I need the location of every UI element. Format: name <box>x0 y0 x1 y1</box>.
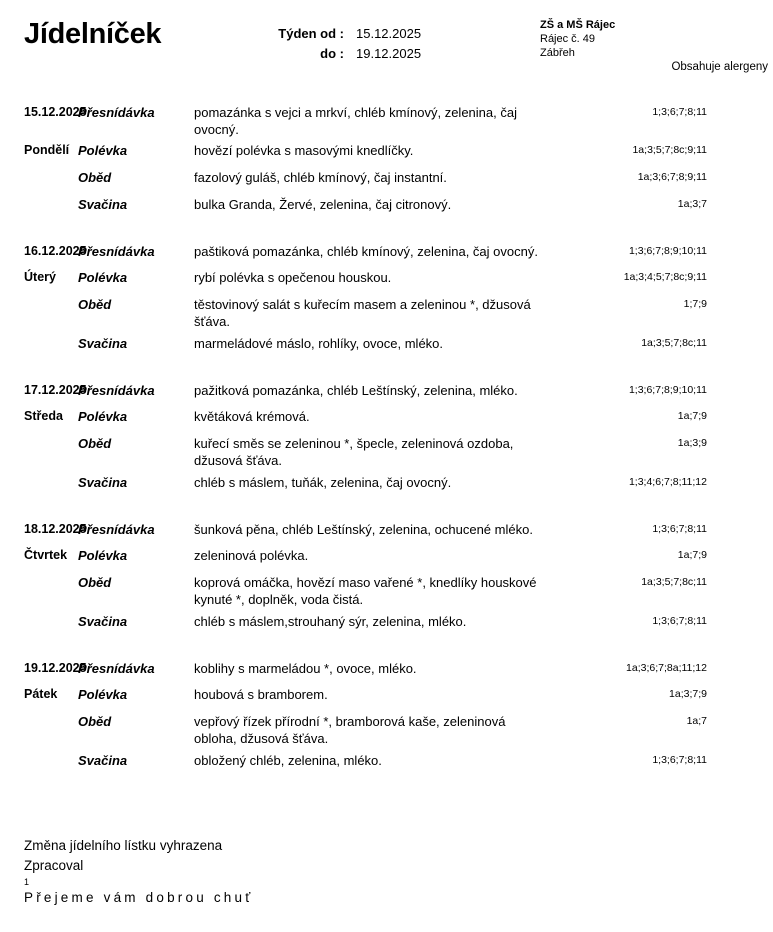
page-footer <box>24 836 254 908</box>
school-street: Rájec č. 49 <box>540 33 596 45</box>
menu-row <box>0 142 773 164</box>
footer-prepared-by: Zpracoval <box>24 858 84 873</box>
meal-type: Přesnídávka <box>78 383 155 398</box>
meal-type: Svačina <box>78 475 128 490</box>
meal-allergens: 1;3;6;7;8;11 <box>652 106 707 118</box>
meal-allergens: 1a;7;9 <box>677 549 707 561</box>
menu-row <box>0 713 773 747</box>
meal-allergens: 1a;3;5;7;8c;11 <box>641 576 707 588</box>
menu-row <box>0 296 773 330</box>
week-range-block <box>272 24 432 64</box>
meal-allergens: 1a;3;6;7;8;9;11 <box>637 171 707 183</box>
menu-weekday: Pátek <box>24 687 58 701</box>
meal-allergens: 1;7;9 <box>683 298 707 310</box>
meal-type: Oběd <box>78 297 112 312</box>
menu-row <box>0 382 773 404</box>
meal-type: Přesnídávka <box>78 661 155 676</box>
meal-allergens: 1;3;6;7;8;9;10;11 <box>628 245 707 257</box>
meal-allergens: 1a;3;4;5;7;8c;9;11 <box>623 271 707 283</box>
menu-date: 15.12.2025 <box>24 105 87 119</box>
menu-row <box>0 521 773 543</box>
menu-row <box>0 269 773 291</box>
meal-type: Svačina <box>78 197 128 212</box>
meal-description: chléb s máslem, tuňák, zelenina, čaj ovocný. <box>194 475 452 490</box>
school-name: ZŠ a MŠ Rájec <box>540 19 616 31</box>
meal-type: Přesnídávka <box>78 244 155 259</box>
meal-type: Polévka <box>78 409 128 424</box>
meal-type: Polévka <box>78 687 128 702</box>
menu-day <box>0 104 773 218</box>
menu-weekday: Čtvrtek <box>24 548 68 562</box>
page-header <box>0 0 773 92</box>
meal-type: Oběd <box>78 575 112 590</box>
menu-date: 18.12.2025 <box>24 522 87 536</box>
meal-type: Oběd <box>78 436 112 451</box>
menu-row <box>0 435 773 469</box>
menu-date: 17.12.2025 <box>24 383 87 397</box>
meal-description: těstovinový salát s kuřecím masem a zeleninou *, džusová šťáva. <box>194 297 531 329</box>
week-from-label: Týden od : <box>278 26 344 41</box>
meal-description: bulka Granda, Žervé, zelenina, čaj citronový. <box>194 197 452 212</box>
menu-day <box>0 382 773 496</box>
meal-allergens: 1a;3;7 <box>677 198 707 210</box>
menu-weekday: Pondělí <box>24 143 70 157</box>
menu-date: 19.12.2025 <box>24 661 87 675</box>
meal-allergens: 1;3;6;7;8;11 <box>652 754 707 766</box>
meal-allergens: 1;3;6;7;8;11 <box>652 615 707 627</box>
meal-allergens: 1a;3;5;7;8c;11 <box>641 337 707 349</box>
menu-row <box>0 243 773 265</box>
week-from-value: 15.12.2025 <box>356 26 422 41</box>
meal-description: houbová s bramborem. <box>194 687 328 702</box>
meal-description: koprová omáčka, hovězí maso vařené *, knedlíky houskové kynuté *, doplněk, voda čistá. <box>194 575 537 607</box>
meal-description: obložený chléb, zelenina, mléko. <box>194 753 382 768</box>
meal-allergens: 1a;7 <box>686 715 707 727</box>
meal-description: hovězí polévka s masovými knedlíčky. <box>194 143 414 158</box>
meal-description: zeleninová polévka. <box>194 548 309 563</box>
menu-day <box>0 521 773 635</box>
menu-row <box>0 686 773 708</box>
meal-allergens: 1a;3;6;7;8a;11;12 <box>626 662 707 674</box>
menu-row <box>0 613 773 635</box>
week-to-value: 19.12.2025 <box>356 46 422 61</box>
school-address-block <box>540 18 615 60</box>
menu-row <box>0 752 773 774</box>
menu-day <box>0 243 773 357</box>
meal-description: paštiková pomazánka, chléb kmínový, zelenina, čaj ovocný. <box>194 244 538 259</box>
meal-description: rybí polévka s opečenou houskou. <box>194 270 392 285</box>
footer-page-number: 1 <box>24 877 30 887</box>
menu-date: 16.12.2025 <box>24 244 87 258</box>
meal-allergens: 1;3;6;7;8;11 <box>652 523 707 535</box>
meal-type: Polévka <box>78 548 128 563</box>
meal-type: Svačina <box>78 336 128 351</box>
meal-type: Oběd <box>78 714 112 729</box>
menu-day <box>0 660 773 774</box>
meal-description: kuřecí směs se zeleninou *, špecle, zeleninová ozdoba, džusová šťáva. <box>194 436 514 468</box>
menu-row <box>0 574 773 608</box>
footer-greeting: Přejeme vám dobrou chuť <box>24 890 254 905</box>
meal-description: květáková krémová. <box>194 409 310 424</box>
meal-type: Přesnídávka <box>78 105 155 120</box>
meal-type: Svačina <box>78 753 128 768</box>
meal-allergens: 1a;7;9 <box>677 410 707 422</box>
meal-allergens: 1;3;6;7;8;9;10;11 <box>628 384 707 396</box>
menu-row <box>0 408 773 430</box>
meal-description: chléb s máslem,strouhaný sýr, zelenina, mléko. <box>194 614 467 629</box>
meal-type: Polévka <box>78 270 128 285</box>
menu-row <box>0 547 773 569</box>
allergen-column-caption: Obsahuje alergeny <box>671 61 768 73</box>
meal-description: marmeládové máslo, rohlíky, ovoce, mléko. <box>194 336 444 351</box>
page-title: Jídelníček <box>24 18 162 50</box>
week-to-row <box>272 44 432 64</box>
menu-weekday: Středa <box>24 409 63 423</box>
meal-type: Polévka <box>78 143 128 158</box>
menu-row <box>0 169 773 191</box>
menu-weekday: Úterý <box>24 270 56 284</box>
school-city: Zábřeh <box>540 47 575 59</box>
menu-row <box>0 660 773 682</box>
meal-description: pomazánka s vejci a mrkví, chléb kmínový, zelenina, čaj ovocný. <box>194 105 517 137</box>
meal-type: Oběd <box>78 170 112 185</box>
menu-day-list <box>0 92 773 774</box>
meal-allergens: 1a;3;9 <box>677 437 707 449</box>
meal-description: fazolový guláš, chléb kmínový, čaj instantní. <box>194 170 447 185</box>
week-from-row <box>272 24 432 44</box>
meal-description: šunková pěna, chléb Leštínský, zelenina, ochucené mléko. <box>194 522 533 537</box>
meal-allergens: 1a;3;7;9 <box>669 688 707 700</box>
meal-description: vepřový řízek přírodní *, bramborová kaše, zeleninová obloha, džusová šťáva. <box>194 714 506 746</box>
footer-disclaimer: Změna jídelního lístku vyhrazena <box>24 838 223 853</box>
meal-allergens: 1a;3;5;7;8c;9;11 <box>632 144 707 156</box>
meal-type: Přesnídávka <box>78 522 155 537</box>
meal-type: Svačina <box>78 614 128 629</box>
menu-row <box>0 104 773 138</box>
meal-description: pažitková pomazánka, chléb Leštínský, zelenina, mléko. <box>194 383 518 398</box>
menu-row <box>0 335 773 357</box>
meal-allergens: 1;3;4;6;7;8;11;12 <box>628 476 707 488</box>
meal-description: koblihy s marmeládou *, ovoce, mléko. <box>194 661 417 676</box>
menu-row <box>0 196 773 218</box>
menu-row <box>0 474 773 496</box>
week-to-label: do : <box>320 46 344 61</box>
